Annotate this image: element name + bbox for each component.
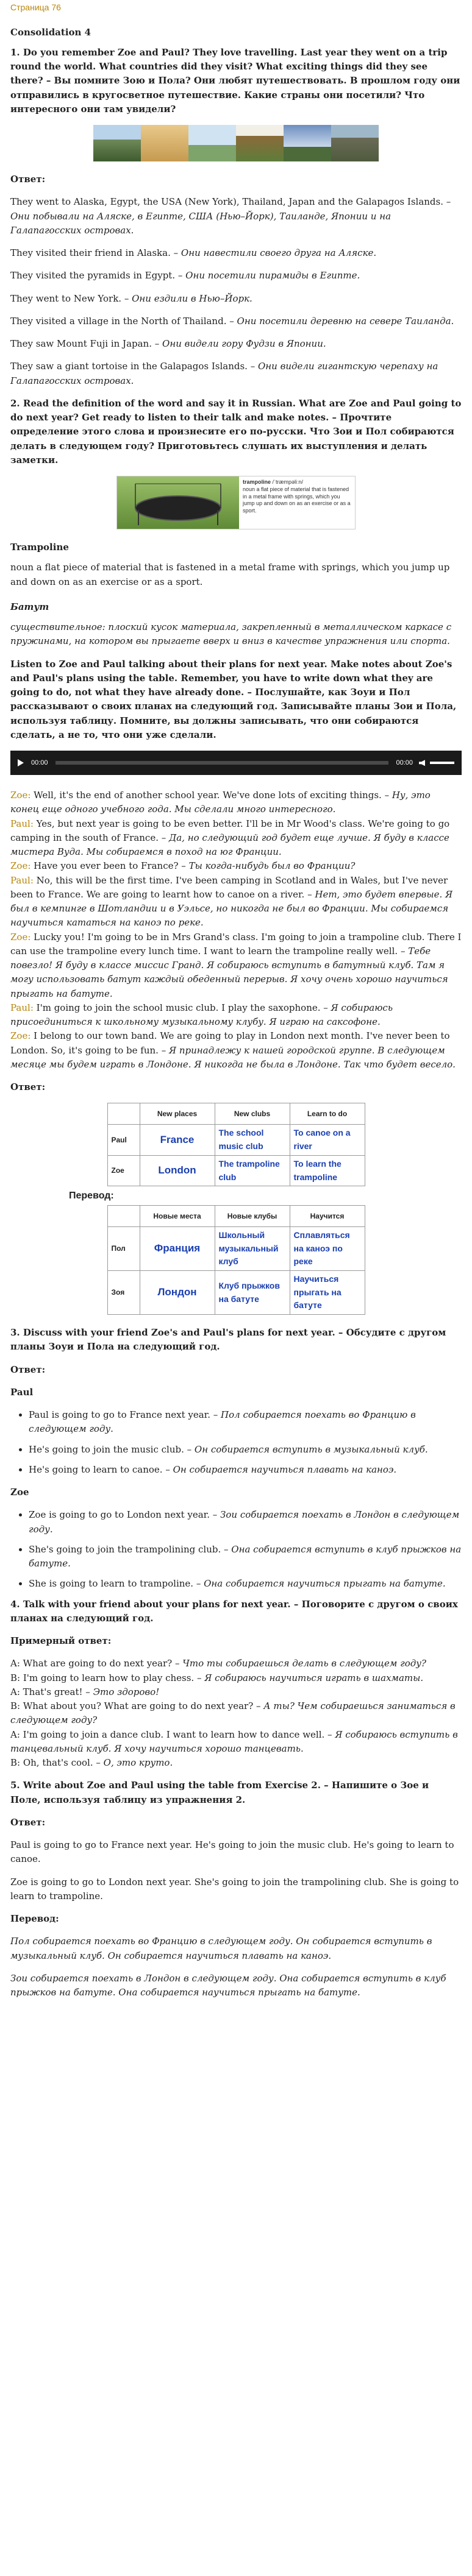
- time-end: 00:00: [396, 759, 413, 766]
- village-photo: [236, 125, 284, 161]
- ex1-line: They visited a village in the North of Thailand. – Они посетили деревню на севере Таиланда.: [10, 315, 454, 327]
- zoe-list: [10, 1508, 462, 1591]
- ex5-r2: Зои собирается поехать в Лондон в следующем году. Она собирается вступить в клуб прыжков на батуте. Она собирается научиться прыгать на батуте.: [10, 1972, 446, 1998]
- table-cell: Франция: [140, 1226, 215, 1270]
- section-title: Consolidation 4: [10, 26, 91, 38]
- tortoise-photo: [331, 125, 379, 161]
- row-label: Пол: [107, 1226, 140, 1270]
- alaska-photo: [93, 125, 141, 161]
- col-header: New clubs: [215, 1103, 290, 1125]
- list-item: • He's going to learn to canoe. – Он собирается научиться плавать на каноэ.: [29, 1463, 462, 1477]
- ex2-task: 2. Read the definition of the word and say it in Russian. What are Zoe and Paul going to do next year? Get ready to listen to their talk and make notes. – Прочтите определение этого слова и произнесите его по-русски. Что Зои и Пол собираются делать в следующем году? Приготовьтесь слушать их выступления и делать заметки.: [10, 397, 462, 465]
- table-cell: London: [140, 1155, 215, 1186]
- progress-track[interactable]: [55, 761, 389, 765]
- ex5-translation-label: Перевод:: [10, 1913, 59, 1925]
- list-item: • She is going to learn to trampoline. – Она собирается научиться прыгать на батуте.: [29, 1577, 462, 1591]
- col-header: Научится: [290, 1205, 365, 1226]
- paul-list: [10, 1408, 462, 1477]
- definition-image: [10, 476, 462, 529]
- definition-en: noun a flat piece of material that is fastened in a metal frame with springs, which you jump up and down on as an exercise or as a sport.: [10, 562, 450, 587]
- table-cell: Лондон: [140, 1271, 215, 1315]
- list-item: • She's going to join the trampolining club. – Она собирается вступить в клуб прыжков на батуте.: [29, 1543, 462, 1571]
- ex5-p2: Zoe is going to go to London next year. She's going to join the trampolining club. She is going to learn to trampoline.: [10, 1876, 459, 1902]
- table-cell: Клуб прыжков на батуте: [215, 1271, 290, 1315]
- row-label: Зоя: [107, 1271, 140, 1315]
- table-cell: To learn the trampoline: [290, 1155, 365, 1186]
- table-cell: The school music club: [215, 1125, 290, 1155]
- ex5-task: 5. Write about Zoe and Paul using the table from Exercise 2. – Напишите о Зое и Поле, используя таблицу из упражнения 2.: [10, 1780, 429, 1805]
- ex4-task: 4. Talk with your friend about your plans for next year. – Поговорите с другом о своих планах на следующий год.: [10, 1598, 458, 1624]
- col-header: Новые клубы: [215, 1205, 290, 1226]
- table-cell: Сплавляться на каноэ по реке: [290, 1226, 365, 1270]
- ex1-line: They saw a giant tortoise in the Galapagos Islands. – Они видели гигантскую черепаху на Галапагосских островах.: [10, 361, 438, 386]
- col-header: New places: [140, 1103, 215, 1125]
- ex5-p1: Paul is going to go to France next year. He's going to join the music club. He's going to learn to canoe.: [10, 1839, 454, 1865]
- table-cell: To canoe on a river: [290, 1125, 365, 1155]
- answer-table-en: [107, 1103, 365, 1186]
- statue-photo: [188, 125, 236, 161]
- dialogue-line: Zoe: Well, it's the end of another school year. We've done lots of exciting things. – Ну, это конец еще одного учебного года. Мы сделали много интересного. Paul: Yes, but next year is going to be even better. I'll be in Mr Wood's class. We're going to go camping in the south of France. – Да, но следующий год будет еще лучше. Я буду в классе мистера Вуда. Мы собираемся в поход на юг Франции. Zoe: Have you ever been to France? – Ты когда-нибудь был во Франции? Paul: No, this will be the first time. I've been camping in Scotland and in Wales, but I've never been to France. We are going to learnt how to canoe on a river. – Нет, это будет впервые. Я был в кемпинге в Шотландии и в Уэльсе, но никогда не был во Франции. Мы собираемся научиться кататься на каноэ по реке. Zoe: Lucky you! I'm going to be in Mrs Grand's class. I'm going to join a trampoline club. There I can use the trampoline every lunch time. I want to learn the trampoline really well. – Тебе повезло! Я буду в классе миссис Гранд. Я собираюсь вступить в батутный клуб. Там я могу использовать батут каждый обеденный перерыв. Я хочу очень хорошо научиться прыгать на батуте. Paul: I'm going to join the school music club. I play the saxophone. – Я собираюсь присоединиться к школьному музыкальному клубу. Я играю на саксофоне. Zoe: I belong to our town band. We are going to play in London next month. I've never been to London. So, it's going to be fun. – Я принадлежу к нашей городской группе. В следующем месяце мы будем играть в Лондоне. Я никогда не была в Лондоне. Так что будет весело.: [10, 790, 462, 1070]
- page-label: Страница 76: [10, 2, 61, 12]
- word-heading-ru: Батут: [10, 601, 49, 612]
- table-cell: The trampoline club: [215, 1155, 290, 1186]
- ex1-line: They visited their friend in Alaska. – Они навестили своего друга на Аляске.: [10, 247, 377, 259]
- col-header: Новые места: [140, 1205, 215, 1226]
- ex5-answer-label: Ответ:: [10, 1816, 46, 1828]
- ex3-answer-label: Ответ:: [10, 1364, 46, 1375]
- col-header: Learn to do: [290, 1103, 365, 1125]
- definition-ru: существительное: плоский кусок материала, закрепленный в металлическом каркасе с пружинами, на котором вы прыгаете вверх и вниз в качестве упражнения или спорта.: [10, 621, 452, 647]
- ex4-dialogue: A: What are going to do next year? – Что ты собираешься делать в следующем году? B: I'm going to learn how to play chess. – Я собираюсь научиться играть в шахматы. A: That's great! – Это здорово! B: What about you? What are going to do next year? – А ты? Чем собираешься заниматься в следующем году? A: I'm going to join a dance club. I want to learn how to dance well. – Я собираюсь вступить в танцевальный клуб. Я хочу научиться хорошо танцевать. B: Oh, that's cool. – О, это круто.: [10, 1658, 458, 1769]
- table-cell: Школьный музыкальный клуб: [215, 1226, 290, 1270]
- ex5-r1: Пол собирается поехать во Францию в следующем году. Он собирается вступить в музыкальный клуб. Он собирается научиться плавать на каноэ.: [10, 1936, 432, 1961]
- table-cell: Научиться прыгать на батуте: [290, 1271, 365, 1315]
- ex1-line: They saw Mount Fuji in Japan. – Они видели гору Фудзи в Японии.: [10, 338, 326, 350]
- time-start: 00:00: [31, 759, 48, 766]
- ex1-line: They visited the pyramids in Egypt. – Они посетили пирамиды в Египте.: [10, 270, 360, 281]
- answer-table-ru: [107, 1205, 365, 1315]
- ex3-task: 3. Discuss with your friend Zoe's and Paul's plans for next year. – Обсудите с другом планы Зоуи и Пола на следующий год.: [10, 1327, 446, 1353]
- play-icon[interactable]: [18, 759, 24, 766]
- table-cell: France: [140, 1125, 215, 1155]
- listen-task: Listen to Zoe and Paul talking about their plans for next year. Make notes about Zoe's and Paul's plans using the table. Remember, you have to write down what they are going to do, not what they have already done. – Послушайте, как Зоуи и Пол рассказывают о своих планах на следующий год. Записывайте планы Зои и Пола, используя таблицу. Помните, вы должны записывать, что они собираются сделать, а не то, что они уже сделали.: [10, 658, 457, 740]
- pyramids-photo: [141, 125, 188, 161]
- table-answer-label: Ответ:: [10, 1081, 46, 1093]
- translation-label: Перевод:: [69, 1191, 114, 1201]
- ex1-answer-label: Ответ:: [10, 174, 46, 185]
- paul-heading: Paul: [10, 1386, 34, 1398]
- ex1-line: They went to New York. – Они ездили в Нью–Йорк.: [10, 292, 252, 304]
- word-heading: Trampoline: [10, 542, 69, 553]
- ex4-answer-label: Примерный ответ:: [10, 1635, 112, 1647]
- list-item: • Paul is going to go to France next year. – Пол собирается поехать во Францию в следующем году.: [29, 1408, 462, 1437]
- trampoline-picture: [117, 476, 239, 529]
- row-label: Zoe: [107, 1155, 140, 1186]
- zoe-heading: Zoe: [10, 1487, 29, 1498]
- row-label: Paul: [107, 1125, 140, 1155]
- ex1-line: They went to Alaska, Egypt, the USA (New York), Thailand, Japan and the Galapagos Islands. – Они побывали на Аляске, в Египте, США (Нью–Йорк), Таиланде, Японии и на Галапагосских островах.: [10, 196, 451, 236]
- answer-tables: [10, 1103, 462, 1315]
- volume-icon[interactable]: [419, 760, 425, 766]
- volume-slider[interactable]: [430, 762, 454, 764]
- photo-strip: [10, 125, 462, 161]
- definition-text: trampoline /ˈtræmpəliːn/ noun a flat piece of material that is fastened in a metal frame with springs, which you jump up and down on as an exercise or as a sport.: [243, 479, 351, 514]
- ex1-task: 1. Do you remember Zoe and Paul? They love travelling. Last year they went on a trip round the world. What countries did they visit? What exciting things did they see there? – Вы помните Зою и Пола? Они любят путешествовать. В прошлом году они отправились в кругосветное путешествие. Какие страны они посетили? Что интересного они там увидели?: [10, 46, 460, 115]
- fuji-photo: [284, 125, 331, 161]
- list-item: • Zoe is going to go to London next year. – Зои собирается поехать в Лондон в следующем году.: [29, 1508, 462, 1537]
- list-item: • He's going to join the music club. – Он собирается вступить в музыкальный клуб.: [29, 1443, 462, 1457]
- audio-player[interactable]: [10, 751, 462, 775]
